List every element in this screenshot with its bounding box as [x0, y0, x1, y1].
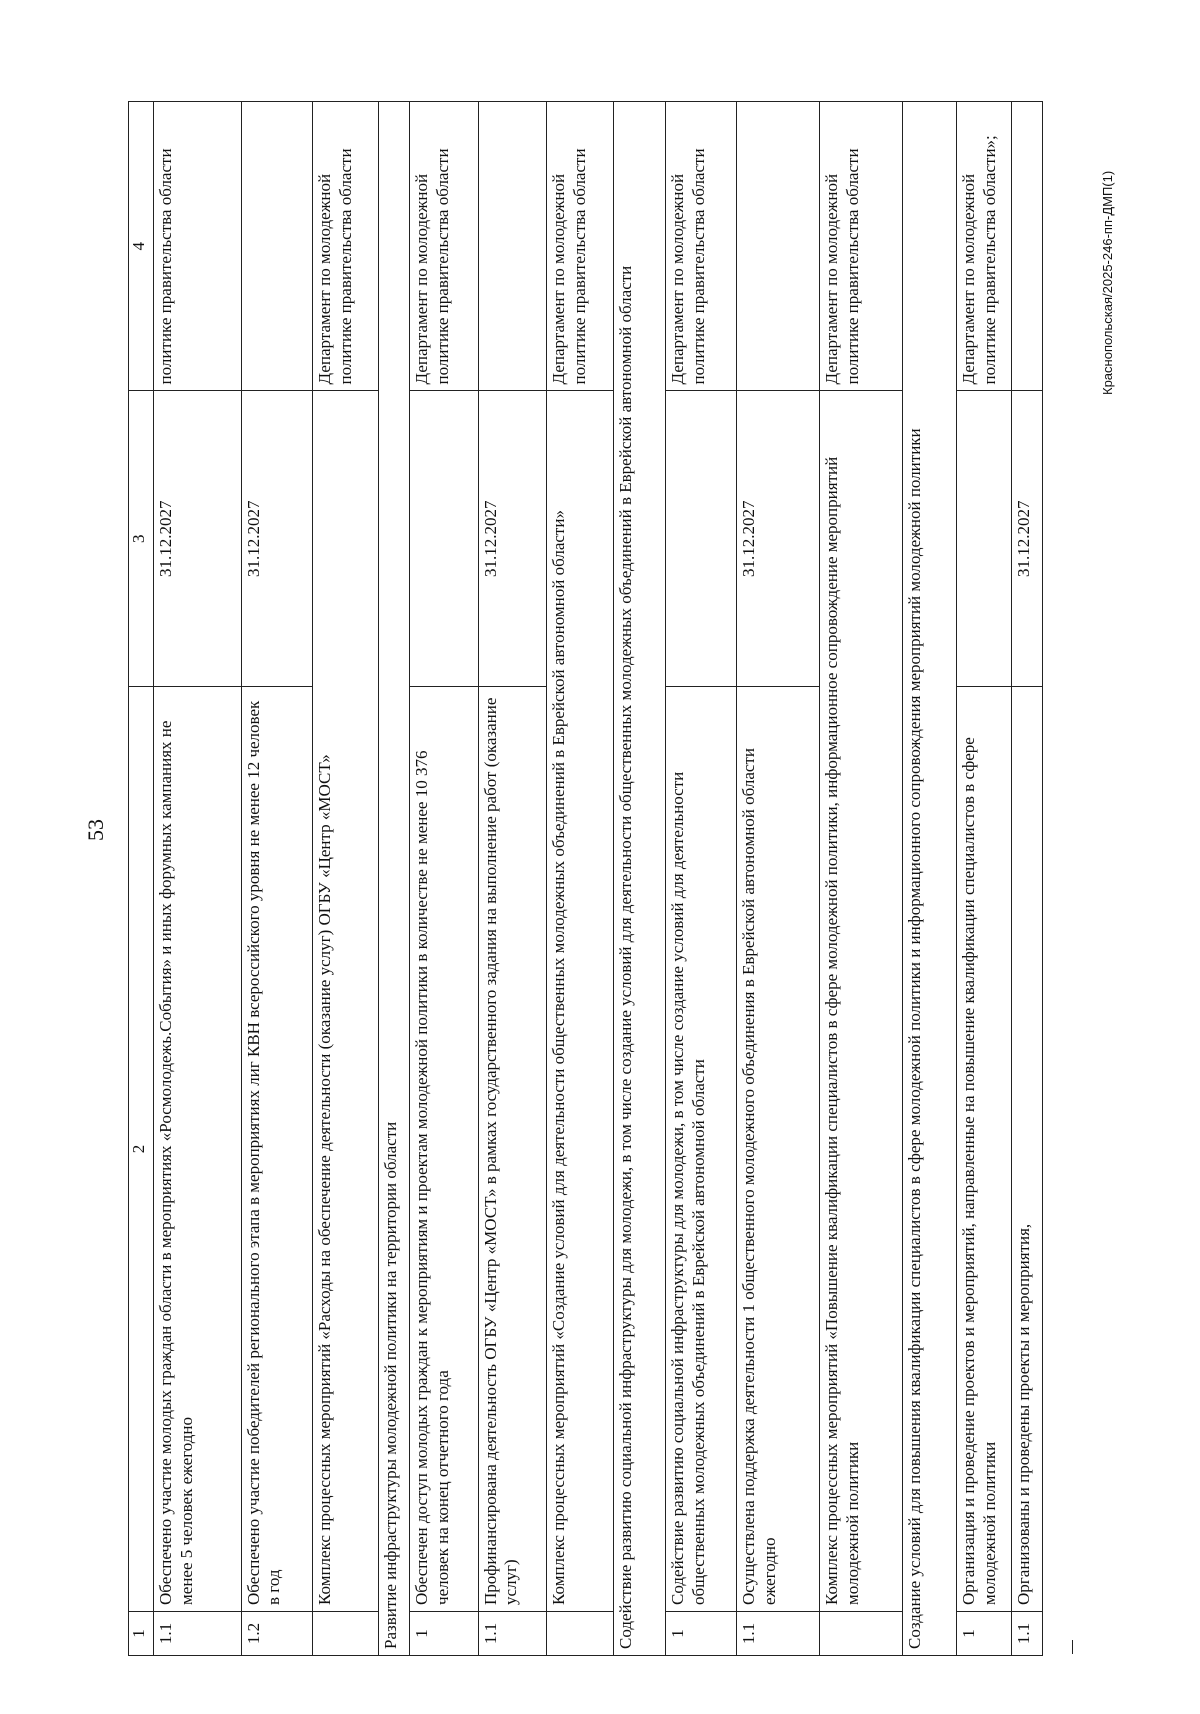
- table-body: [154, 102, 1043, 1656]
- header-col-1: 1: [129, 1611, 154, 1655]
- cell-responsible: Департамент по молодежной политике правительства области: [547, 102, 613, 391]
- table-row: [902, 102, 957, 1656]
- cell-deadline: [957, 391, 1012, 687]
- table-row: [957, 102, 1012, 1656]
- table-row: [409, 102, 478, 1656]
- complex-title: Комплекс процессных мероприятий «Создание условий для деятельности общественных молодежных объединений в Еврейской автономной области»: [547, 391, 613, 1612]
- header-col-3: 3: [129, 391, 154, 687]
- cell-description: Осуществлена поддержка деятельности 1 общественного молодежного объединения в Еврейской автономной области ежегодно: [736, 687, 819, 1612]
- cell-number: 1.1: [1012, 1611, 1043, 1655]
- cell-description: Обеспечено участие молодых граждан области в мероприятиях «Росмолодежь.События» и иных форумных кампаниях не менее 5 человек ежегодно: [154, 687, 242, 1612]
- cell-deadline: [409, 391, 478, 687]
- document-code: Краснопольская/2025-246-пп-ДМП(1): [1100, 170, 1115, 395]
- table-row: [1012, 102, 1043, 1656]
- cell-deadline: 31.12.2027: [241, 391, 312, 687]
- cell-number: 1.1: [736, 1611, 819, 1655]
- cell-number: [547, 1611, 613, 1655]
- section-heading: Развитие инфраструктуры молодежной политики на территории области: [379, 102, 410, 1656]
- header-col-4: 4: [129, 102, 154, 391]
- complex-title: Комплекс процессных мероприятий «Повышение квалификации специалистов в сфере молодежной политики, информационное сопровождение мероприятий молодежной политики: [819, 391, 902, 1612]
- cell-responsible: политике правительства области: [154, 102, 242, 391]
- cell-responsible: Департамент по молодежной политике правительства области: [409, 102, 478, 391]
- cell-number: [819, 1611, 902, 1655]
- cell-number: 1.1: [478, 1611, 547, 1655]
- cell-description: Организованы и проведены проекты и мероприятия,: [1012, 687, 1043, 1612]
- cell-number: 1.2: [241, 1611, 312, 1655]
- plan-table: [128, 101, 1043, 1656]
- cell-responsible: Департамент по молодежной политике правительства области: [665, 102, 736, 391]
- table-row: [547, 102, 613, 1656]
- table-row: [154, 102, 242, 1656]
- cell-deadline: [665, 391, 736, 687]
- table-row: [312, 102, 378, 1656]
- cell-number: 1.1: [154, 1611, 242, 1655]
- cell-number: 1: [409, 1611, 478, 1655]
- header-col-2: 2: [129, 687, 154, 1612]
- table-row: [819, 102, 902, 1656]
- cell-description: Профинансирована деятельность ОГБУ «Центр «МОСТ» в рамках государственного задания на выполнение работ (оказание услуг): [478, 687, 547, 1612]
- cell-responsible: [1012, 102, 1043, 391]
- table-row: [613, 102, 665, 1656]
- cell-responsible: [736, 102, 819, 391]
- complex-title: Комплекс процессных мероприятий «Расходы на обеспечение деятельности (оказание услуг) ОГБУ «Центр «МОСТ»: [312, 391, 378, 1612]
- cell-description: Содействие развитию социальной инфраструктуры для молодежи, в том числе создание условий для деятельности общественных молодежных объединений в Еврейской автономной области: [665, 687, 736, 1612]
- scan-mark: [1072, 1640, 1073, 1654]
- cell-number: 1: [957, 1611, 1012, 1655]
- cell-number: [312, 1611, 378, 1655]
- cell-deadline: 31.12.2027: [1012, 391, 1043, 687]
- section-heading: Содействие развитию социальной инфраструктуры для молодежи, в том числе создание условий для деятельности общественных молодежных объединений в Еврейской автономной области: [613, 102, 665, 1656]
- table-row: [379, 102, 410, 1656]
- cell-responsible: Департамент по молодежной политике правительства области: [819, 102, 902, 391]
- cell-number: 1: [665, 1611, 736, 1655]
- cell-deadline: 31.12.2027: [478, 391, 547, 687]
- cell-responsible: Департамент по молодежной политике правительства области: [312, 102, 378, 391]
- cell-description: Обеспечен доступ молодых граждан к мероприятиям и проектам молодежной политики в количестве не менее 10 376 человек на конец отчетного года: [409, 687, 478, 1612]
- cell-description: Организация и проведение проектов и мероприятий, направленные на повышение квалификации специалистов в сфере молодежной политики: [957, 687, 1012, 1612]
- cell-responsible: [478, 102, 547, 391]
- cell-responsible: Департамент по молодежной политике правительства области»;: [957, 102, 1012, 391]
- page-number: 53: [83, 819, 108, 841]
- table-row: [736, 102, 819, 1656]
- section-heading: Создание условий для повышения квалификации специалистов в сфере молодежной политики и информационного сопровождения мероприятий молодежной политики: [902, 102, 957, 1656]
- rotated-table-container: [128, 101, 1043, 1656]
- header-row: [129, 102, 154, 1656]
- table-row: [665, 102, 736, 1656]
- table-row: [241, 102, 312, 1656]
- table-row: [478, 102, 547, 1656]
- cell-deadline: 31.12.2027: [154, 391, 242, 687]
- cell-responsible: [241, 102, 312, 391]
- cell-description: Обеспечено участие победителей регионального этапа в мероприятиях лиг КВН всероссийского уровня не менее 12 человек в год: [241, 687, 312, 1612]
- cell-deadline: 31.12.2027: [736, 391, 819, 687]
